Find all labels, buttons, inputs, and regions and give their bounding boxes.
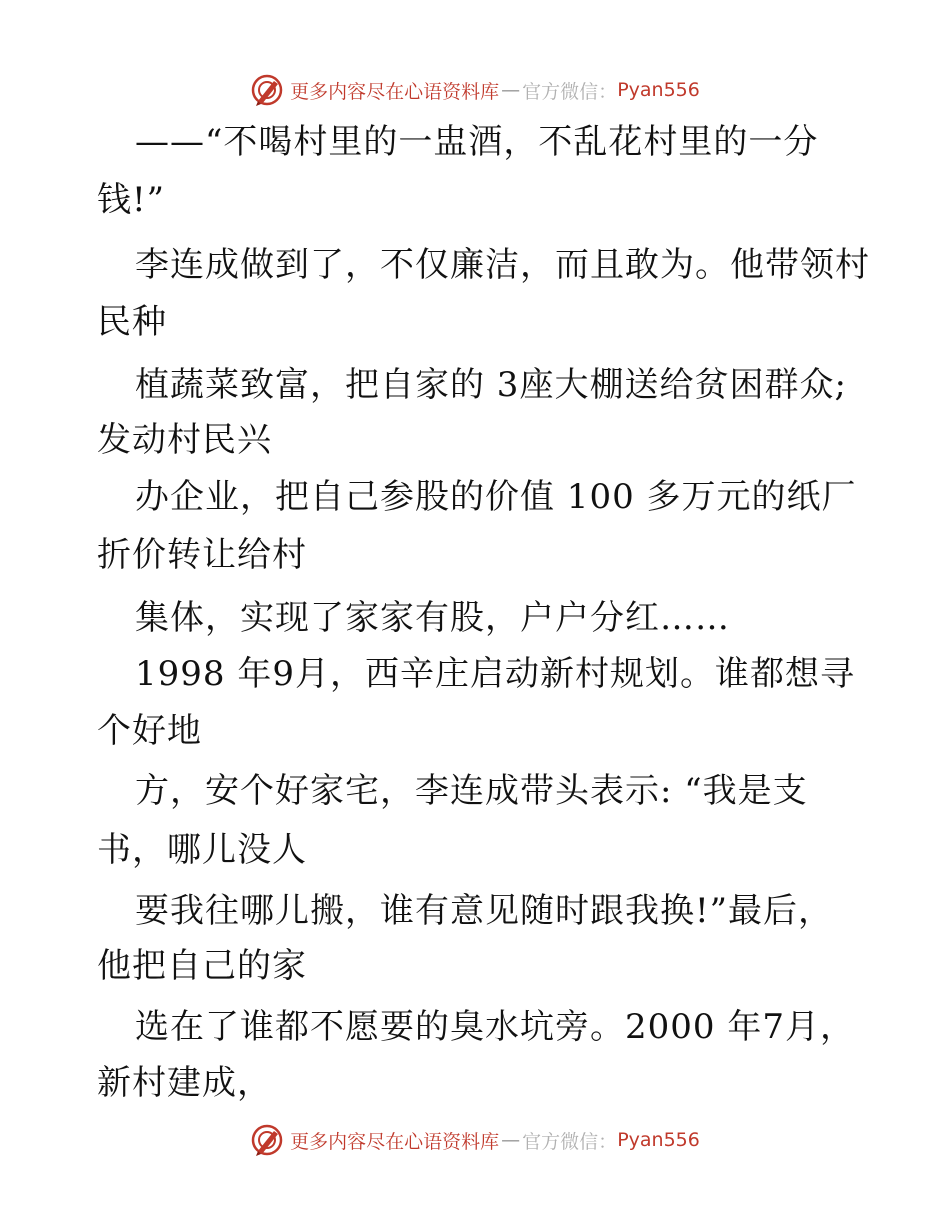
text-line: ——“不喝村里的一盅酒，不乱花村里的一分 <box>135 122 819 162</box>
text-line: 方，安个好家宅，李连成带头表示: “我是支 <box>135 771 808 811</box>
text-line: 1998 年9月，西辛庄启动新村规划。谁都想寻 <box>135 654 855 694</box>
footer-watermark <box>0 1120 950 1160</box>
text-line: 集体，实现了家家有股，户户分红…… <box>135 598 730 638</box>
watermark-separator: — <box>501 79 521 101</box>
text-line: 李连成做到了，不仅廉洁，而且敢为。他带领村 <box>135 245 870 285</box>
watermark-account: Pyan556 <box>617 79 700 101</box>
text-line: 民种 <box>97 302 167 342</box>
watermark-account: Pyan556 <box>617 1129 700 1151</box>
text-line: 他把自己的家 <box>97 946 307 986</box>
text-line: 个好地 <box>97 711 202 751</box>
text-line: 新村建成， <box>97 1063 272 1103</box>
text-line: 书，哪儿没人 <box>97 830 307 870</box>
text-line: 办企业，把自己参股的价值 100 多万元的纸厂 <box>135 477 857 517</box>
text-line: 折价转让给村 <box>97 535 307 575</box>
text-line: 要我往哪儿搬，谁有意见随时跟我换!”最后， <box>135 891 834 931</box>
watermark-main-text: 更多内容尽在心语资料库 <box>290 80 500 103</box>
text-line: 发动村民兴 <box>97 420 272 460</box>
text-line: 植蔬菜致富，把自家的 3座大棚送给贫困群众; <box>135 365 847 405</box>
watermark-main-text: 更多内容尽在心语资料库 <box>290 1130 500 1153</box>
watermark-sub-text: 官方微信： <box>522 80 618 103</box>
text-line: 钱!” <box>97 180 166 220</box>
header-watermark <box>0 70 950 110</box>
pen-logo-icon <box>250 73 284 107</box>
watermark-separator: — <box>501 1129 521 1151</box>
watermark-sub-text: 官方微信： <box>522 1130 618 1153</box>
text-line: 选在了谁都不愿要的臭水坑旁。2000 年7月， <box>135 1007 855 1047</box>
pen-logo-icon <box>250 1123 284 1157</box>
